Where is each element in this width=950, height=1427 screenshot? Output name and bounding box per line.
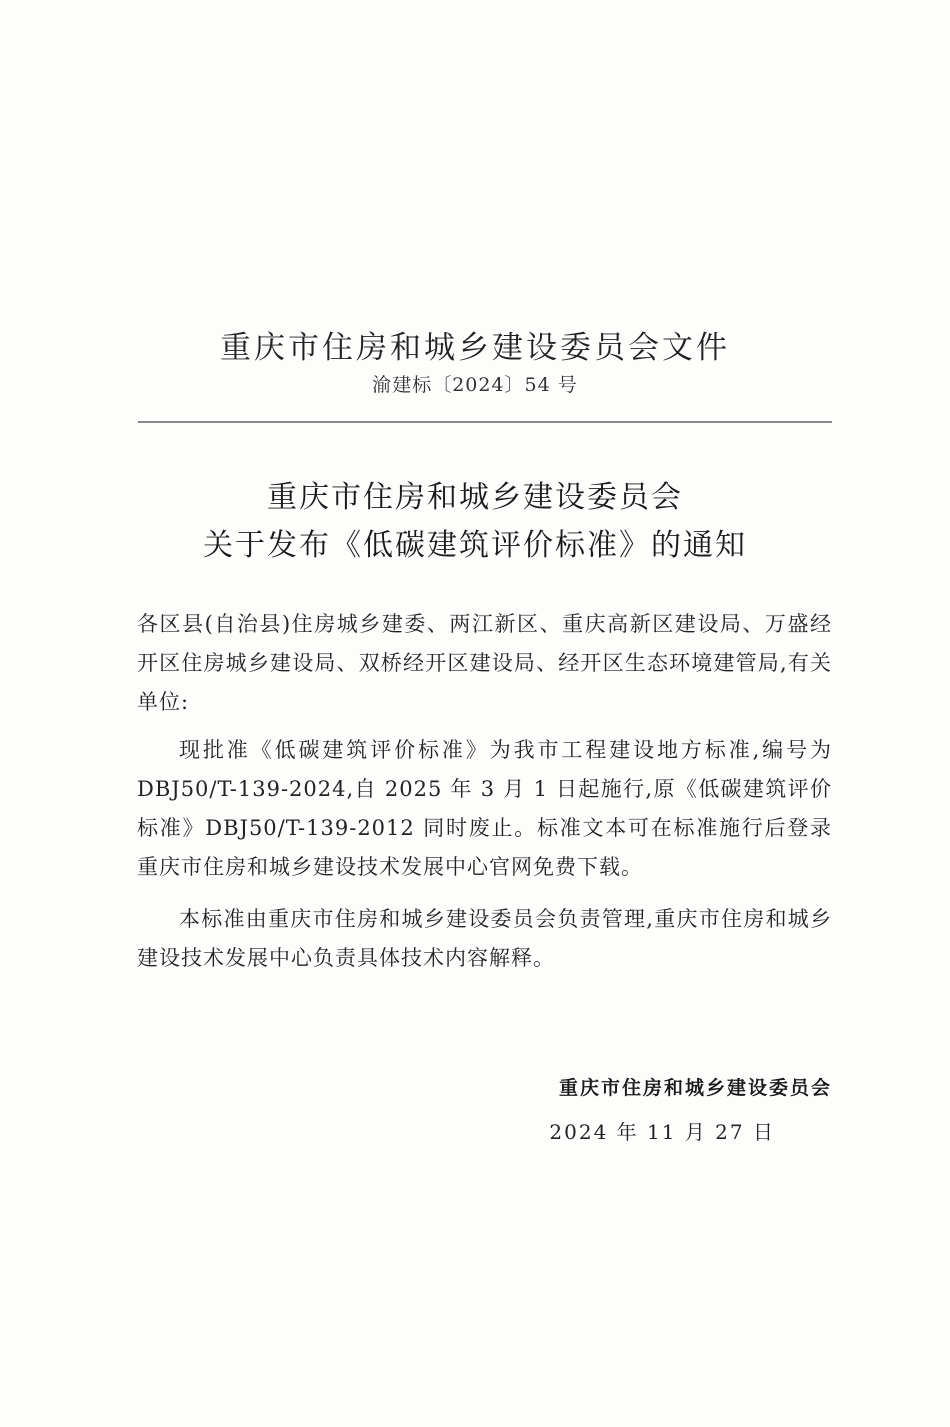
body-paragraph-1: 现批准《低碳建筑评价标准》为我市工程建设地方标准,编号为 DBJ50/T-139-2024,自 2025 年 3 月 1 日起施行,原《低碳建筑评价标准》DBJ50/T-139-2012 同时废止。标准文本可在标准施行后登录重庆市住房和城乡建设技术发展中心官网免费下载。 xyxy=(137,738,832,879)
issuer-header: 重庆市住房和城乡建设委员会文件 xyxy=(220,330,730,366)
notice-title-line1: 重庆市住房和城乡建设委员会 xyxy=(267,480,683,515)
body-paragraph-2: 本标准由重庆市住房和城乡建设委员会负责管理,重庆市住房和城乡建设技术发展中心负责具体技术内容解释。 xyxy=(137,907,832,970)
issue-date: 2024 年 11 月 27 日 xyxy=(549,1120,775,1144)
document-number: 渝建标〔2024〕54 号 xyxy=(372,374,578,396)
header-divider xyxy=(138,421,832,423)
notice-title-line2: 关于发布《低碳建筑评价标准》的通知 xyxy=(203,528,747,563)
signature: 重庆市住房和城乡建设委员会 xyxy=(558,1077,832,1099)
addressee: 各区县(自治县)住房城乡建委、两江新区、重庆高新区建设局、万盛经开区住房城乡建设局、双桥经开区建设局、经开区生态环境建管局,有关单位: xyxy=(137,612,832,714)
